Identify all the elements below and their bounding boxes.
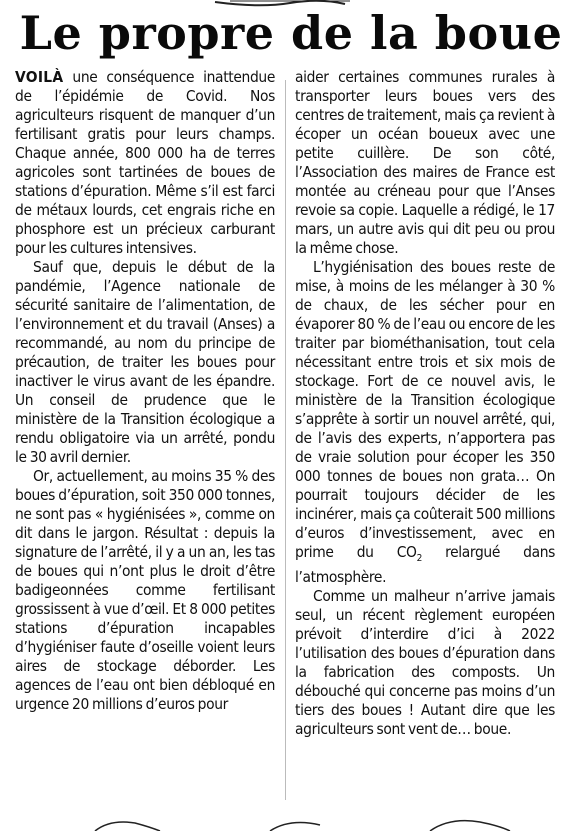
paragraph: Comme un malheur n’arrive jamais seul, un récent règlement européen prévoit d’interdire d’ici à 2022 l’utilisation des boues d’épuration dans la fabrication des composts. Un débouché qui concerne pas moins d’un tiers des boues ! Autant dire que les agriculteurs sont vent de… boue. (295, 587, 555, 739)
paragraph (15, 68, 275, 258)
paragraph-text: relargué dans l’atmosphère. (295, 543, 555, 587)
left-column (15, 68, 275, 813)
paragraph (295, 258, 555, 587)
article-headline: Le propre de la boue (19, 6, 563, 60)
paragraph-text: une conséquence inattendue de l’épidémie de Covid. Nos agriculteurs risquent de manquer d’un fertilisant gratis pour leurs champs. Chaque année, 800 000 ha de terres agricoles sont tartinées de boues de stations d’épuration. Même s’il est farci de métaux lourds, cet engrais riche en phosphore est un précieux carburant pour les cultures intensives. (15, 68, 275, 257)
bottom-cartoon-fragment (0, 813, 582, 831)
article-body (15, 68, 555, 813)
lead-word: VOILÀ (15, 68, 64, 86)
co2-base: CO (396, 543, 417, 561)
paragraph: Sauf que, depuis le début de la pandémie, l’Agence nationale de sécurité sanitaire de l’alimentation, de l’environnement et du travail (Anses) a recommandé, au nom du principe de précaution, de traiter les boues pour inactiver le virus avant de les épandre. Un conseil de prudence que le ministère de la Transition écologique a rendu obligatoire via un arrêté, pondu le 30 avril dernier. (15, 258, 275, 466)
paragraph-text: L’hygiénisation des boues reste de mise, à moins de les mélanger à 30 % de chaux, de les sécher pour en évaporer 80 % de l’eau ou encore de les traiter par biométhanisation, tout cela nécessitant entre trois et six mois de stockage. Fort de ce nouvel avis, le ministère de la Transition écologique s’apprête à sortir un nouvel arrêté, qui, de l’avis des experts, n’apportera pas de vraie solution pour écoper les 350 000 tonnes de boues non grata… On pourrait toujours décider de les incinérer, mais ça coûterait 500 millions d’euros d’investissement, avec en prime du (295, 258, 555, 561)
co2-formula (396, 543, 422, 565)
co2-subscript: 2 (416, 553, 422, 565)
paragraph: aider certaines communes rurales à transporter leurs boues vers des centres de traitement, mais ça revient à écoper un océan boueux avec une petite cuillère. De son côté, l’Association des maires de France est montée au créneau pour que l’Anses revoie sa copie. Laquelle a rédigé, le 17 mars, un autre avis qui dit peu ou prou la même chose. (295, 68, 555, 257)
right-column (295, 68, 555, 813)
paragraph: Or, actuellement, au moins 35 % des boues d’épuration, soit 350 000 tonnes, ne sont pas « hygiénisées », comme on dit dans le jargon. Résultat : depuis la signature de l’arrêté, il y a un an, les tas de boues qui n’ont plus le droit d’être badigeonnées comme fertilisant grossissent à vue d’œil. Et 8 000 petites stations d’épuration incapables d’hygiéniser faute d’oseille voient leurs aires de stockage déborder. Les agences de l’eau ont bien débloqué en urgence 20 millions d’euros pour (15, 467, 275, 713)
